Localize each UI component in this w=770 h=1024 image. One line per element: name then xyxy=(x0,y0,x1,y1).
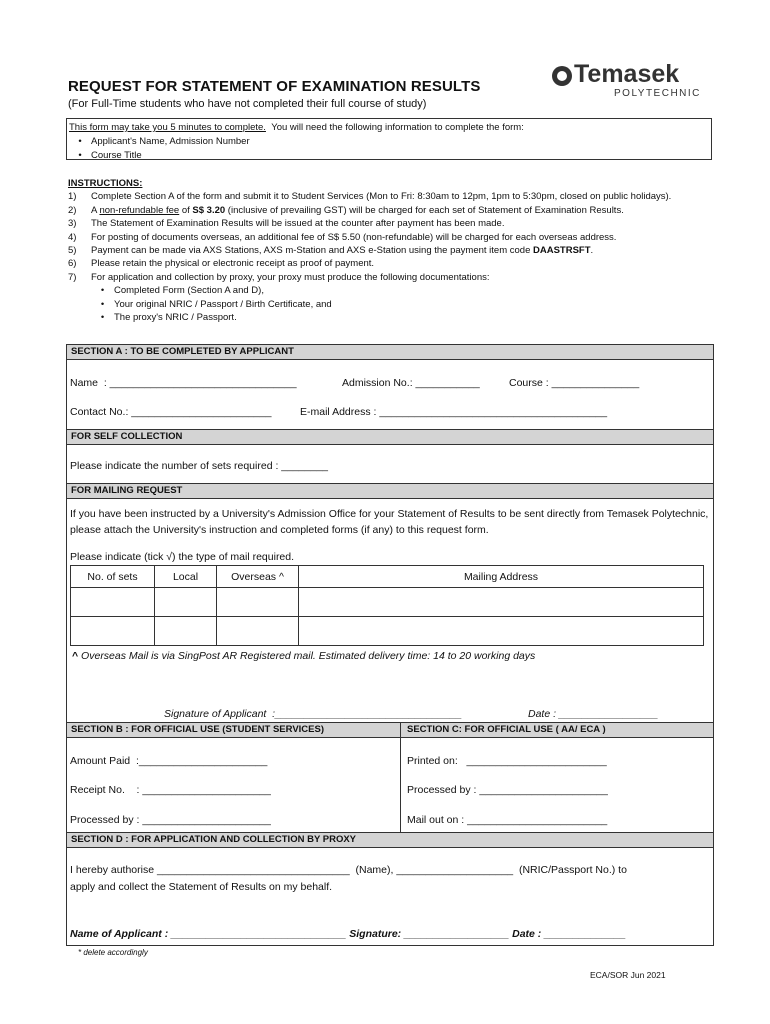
instruction-item: The Statement of Examination Results will be issued at the counter after payment has been made. xyxy=(91,218,505,230)
col-header-overseas: Overseas ^ xyxy=(217,566,299,588)
instruction-item: Please retain the physical or electronic receipt as proof of payment. xyxy=(91,258,375,270)
section-a-heading: SECTION A : TO BE COMPLETED BY APPLICANT xyxy=(66,344,714,360)
address-cell[interactable] xyxy=(299,588,704,617)
processed-by-b-field[interactable]: Processed by : ______________________ xyxy=(70,814,271,826)
sets-field[interactable]: Please indicate the number of sets required : ________ xyxy=(70,460,329,472)
instruction-item: Complete Section A of the form and submit it to Student Services (Mon to Fri: 8:30am to 12pm, 1pm to 5:30pm, closed on public holidays). xyxy=(91,191,672,203)
col-header-sets: No. of sets xyxy=(71,566,155,588)
instructions-heading: INSTRUCTIONS: xyxy=(68,178,143,189)
sets-cell[interactable] xyxy=(71,617,155,646)
logo-sub: POLYTECHNIC xyxy=(614,88,701,99)
section-d-heading: SECTION D : FOR APPLICATION AND COLLECTION BY PROXY xyxy=(66,832,714,848)
logo-mark-icon xyxy=(552,66,572,86)
email-field[interactable]: E-mail Address : _______________________________________ xyxy=(300,406,608,418)
table-row xyxy=(71,617,704,646)
delete-note: * delete accordingly xyxy=(78,948,148,957)
col-header-local: Local xyxy=(155,566,217,588)
authorise-line-2: apply and collect the Statement of Results on my behalf. xyxy=(70,881,333,893)
temasek-logo xyxy=(552,60,702,104)
name-field[interactable]: Name : ________________________________ xyxy=(70,377,297,389)
col-header-address: Mailing Address xyxy=(299,566,704,588)
need-text: You will need the following information to complete the form: xyxy=(271,122,524,133)
mail-type-prompt: Please indicate (tick √) the type of mail required. xyxy=(70,551,295,563)
time-note: This form may take you 5 minutes to complete. xyxy=(69,122,266,133)
overseas-note: ^ Overseas Mail is via SingPost AR Registered mail. Estimated delivery time: 14 to 20 working days xyxy=(72,650,536,662)
form-code: ECA/SOR Jun 2021 xyxy=(590,970,666,980)
info-item: Applicant's Name, Admission Number xyxy=(91,136,250,147)
proxy-doc-item: Your original NRIC / Passport / Birth Certificate, and xyxy=(114,298,332,310)
instruction-item: For application and collection by proxy, your proxy must produce the following documentations: xyxy=(91,271,490,283)
mailing-table xyxy=(70,565,704,646)
overseas-cell[interactable] xyxy=(217,617,299,646)
section-b-heading: SECTION B : FOR OFFICIAL USE (STUDENT SERVICES) xyxy=(66,722,714,738)
mailing-heading: FOR MAILING REQUEST xyxy=(66,483,714,499)
proxy-name-signature-date[interactable]: Name of Applicant : ______________________________ Signature: __________________ Date : ______________ xyxy=(70,928,626,940)
course-field[interactable]: Course : _______________ xyxy=(509,377,640,389)
processed-by-c-field[interactable]: Processed by : ______________________ xyxy=(407,784,608,796)
signature-field[interactable]: Signature of Applicant :________________________________ xyxy=(164,708,462,720)
proxy-doc-item: The proxy's NRIC / Passport. xyxy=(114,312,237,324)
receipt-field[interactable]: Receipt No. : ______________________ xyxy=(70,784,271,796)
logo-name: Temasek xyxy=(574,60,680,88)
proxy-doc-item: Completed Form (Section A and D), xyxy=(114,285,264,297)
form-subtitle: (For Full-Time students who have not completed their full course of study) xyxy=(68,98,427,110)
admission-field[interactable]: Admission No.: ___________ xyxy=(342,377,480,389)
mail-out-field[interactable]: Mail out on : ________________________ xyxy=(407,814,608,826)
local-cell[interactable] xyxy=(155,617,217,646)
table-row xyxy=(71,588,704,617)
address-cell[interactable] xyxy=(299,617,704,646)
section-c-heading: SECTION C: FOR OFFICIAL USE ( AA/ ECA ) xyxy=(401,723,713,737)
info-box: This form may take you 5 minutes to complete. You will need the following information to complete the form: • Applicant's Name, Admission Number • Course Title xyxy=(66,118,712,160)
sets-cell[interactable] xyxy=(71,588,155,617)
instructions: INSTRUCTIONS: 1) Complete Section A of the form and submit it to Student Services (Mon to Fri: 8:30am to 12pm, 1pm to 5:30pm, closed on public holidays). 2) A non-refundable fee of S$ 3.20 (inclusive of prevailing GST) will be charged for each set of Statement of Examination Results. 3) The Statement of Examination Results will be issued at the counter after payment has been made. 4) For posting of documents overseas, an additional fee of S$ 5.50 (non-refundable) will be charged for each overseas address. 5) Payment can be made via AXS Stations, AXS m-Station and AXS e-Station using the payment item code DAASTRSFT. 6) Please retain the physical or electronic receipt as proof of payment. 7) For application and collection by proxy, your proxy must produce the following documentations: • Completed Form (Section A and D), • Your original NRIC / Passport / Birth Certificate, and • The proxy's NRIC / Passport. xyxy=(68,177,718,324)
instruction-item: A non-refundable fee of S$ 3.20 (inclusive of prevailing GST) will be charged for each set of Statement of Examination Results. xyxy=(91,204,624,216)
authorise-line[interactable]: I hereby authorise _________________________________ (Name), ____________________ (NRIC/Passport No.) to xyxy=(70,864,627,876)
form-title: REQUEST FOR STATEMENT OF EXAMINATION RESULTS xyxy=(68,78,481,95)
section-divider xyxy=(400,722,401,832)
instruction-item: For posting of documents overseas, an additional fee of S$ 5.50 (non-refundable) will be charged for each overseas address. xyxy=(91,231,617,243)
overseas-cell[interactable] xyxy=(217,588,299,617)
printed-on-field[interactable]: Printed on: ________________________ xyxy=(407,755,607,767)
self-collection-heading: FOR SELF COLLECTION xyxy=(66,429,714,445)
mailing-instructions: If you have been instructed by a University's Admission Office for your Statement of Results to be sent directly from Temasek Polytechnic, please attach the University's instruction and completed forms (if any) to this request form. xyxy=(70,508,709,536)
date-field[interactable]: Date : _________________ xyxy=(528,708,659,720)
local-cell[interactable] xyxy=(155,588,217,617)
instruction-item: Payment can be made via AXS Stations, AXS m-Station and AXS e-Station using the payment item code DAASTRSFT. xyxy=(91,245,594,257)
amount-paid-field[interactable]: Amount Paid :______________________ xyxy=(70,755,268,767)
info-item: Course Title xyxy=(91,150,142,161)
contact-field[interactable]: Contact No.: ________________________ xyxy=(70,406,272,418)
